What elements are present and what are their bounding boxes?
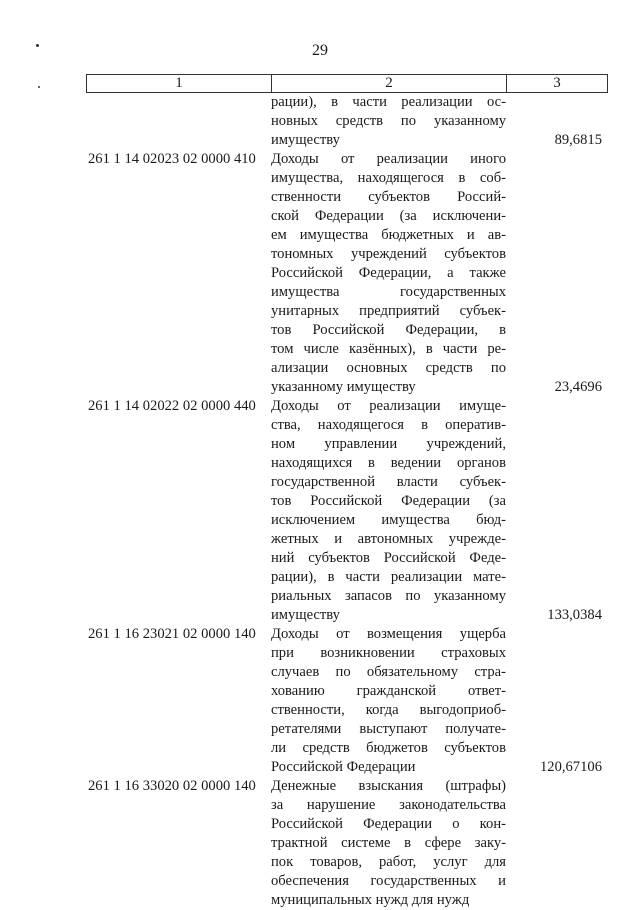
- amount-value: 133,0384: [547, 607, 602, 623]
- revenue-description: [271, 150, 506, 397]
- description-line: тов Российской Федерации, в: [271, 322, 506, 338]
- description-line: указанному имуществу: [271, 379, 416, 395]
- header-col-3: 3: [553, 75, 561, 91]
- description-line: Денежные взыскания (штрафы): [271, 778, 506, 794]
- description-line: имущества государственных: [271, 284, 506, 300]
- description-line: имущества, находящегося в соб-: [271, 170, 506, 186]
- description-line: трактной системе в сфере заку-: [271, 835, 506, 851]
- description-line: ства, находящегося в оператив-: [271, 417, 506, 433]
- description-line: ализации основных средств по: [271, 360, 506, 376]
- table-row: [86, 625, 608, 777]
- description-line: Доходы от возмещения ущерба: [271, 626, 506, 642]
- description-line: тономных учреждений субъектов: [271, 246, 506, 262]
- description-line: имуществу: [271, 132, 340, 148]
- revenue-code: [86, 93, 271, 150]
- page-number: 29: [312, 42, 328, 59]
- description-line: случаев по обязательному стра-: [271, 664, 506, 680]
- scan-speck: [38, 86, 40, 88]
- description-line: риальных запасов по указанному: [271, 588, 506, 604]
- description-line: жетных и автономных учрежде-: [271, 531, 506, 547]
- description-line: пок товаров, работ, услуг для: [271, 854, 506, 870]
- description-line: ли средств бюджетов субъектов: [271, 740, 506, 756]
- description-line: Российской Федерации, а также: [271, 265, 506, 281]
- revenue-code: 261 1 14 02022 02 0000 440: [88, 398, 256, 414]
- description-line: ской Федерации (за исключени-: [271, 208, 506, 224]
- description-line: Доходы от реализации иного: [271, 151, 506, 167]
- amount-value: 23,4696: [554, 379, 602, 395]
- amount-value: 120,67106: [539, 759, 602, 775]
- amount-cell: [506, 777, 608, 910]
- description-line: том числе казённых), в части ре-: [271, 341, 506, 357]
- description-line: государственной власти субъек-: [271, 474, 506, 490]
- description-line: при возникновении страховых: [271, 645, 506, 661]
- description-line: тов Российской Федерации (за: [271, 493, 506, 509]
- amount-value: 89,6815: [554, 132, 602, 148]
- description-line: Российской Федерации: [271, 759, 416, 775]
- revenue-description: [271, 777, 506, 910]
- description-line: ний субъектов Российской Феде-: [271, 550, 506, 566]
- amount-cell: [506, 625, 608, 777]
- table-row: [86, 777, 608, 910]
- description-line: Доходы от реализации имуще-: [271, 398, 506, 414]
- description-line: хованию гражданской ответ-: [271, 683, 506, 699]
- amount-cell: [506, 397, 608, 625]
- revenue-table-body: [86, 93, 608, 910]
- revenue-code: 261 1 16 23021 02 0000 140: [88, 626, 256, 642]
- revenue-description: [271, 625, 506, 777]
- table-header: [86, 74, 608, 93]
- description-line: рации), в части реализации мате-: [271, 569, 506, 585]
- description-line: ственности субъектов Россий-: [271, 189, 506, 205]
- header-col-1: 1: [87, 75, 272, 92]
- description-line: ем имущества бюджетных и ав-: [271, 227, 506, 243]
- description-line: находящихся в ведении органов: [271, 455, 506, 471]
- description-line: исключением имущества бюд-: [271, 512, 506, 528]
- revenue-code: 261 1 16 33020 02 0000 140: [88, 778, 256, 794]
- table-row: [86, 93, 608, 150]
- description-line: Российской Федерации о кон-: [271, 816, 506, 832]
- description-line: обеспечения государственных и: [271, 873, 506, 889]
- description-line: за нарушение законодательства: [271, 797, 506, 813]
- amount-cell: [506, 150, 608, 397]
- description-line: унитарных предприятий субъек-: [271, 303, 506, 319]
- amount-cell: [506, 93, 608, 150]
- description-line: рации), в части реализации ос-: [271, 94, 506, 110]
- description-line: ретателями выступают получате-: [271, 721, 506, 737]
- description-line: ственности, когда выгодоприоб-: [271, 702, 506, 718]
- revenue-description: [271, 397, 506, 625]
- description-line: ном управлении учреждений,: [271, 436, 506, 452]
- revenue-code: 261 1 14 02023 02 0000 410: [88, 151, 256, 167]
- revenue-description: [271, 93, 506, 150]
- description-line: имуществу: [271, 607, 340, 623]
- table-row: [86, 150, 608, 397]
- header-col-2: 2: [272, 75, 507, 92]
- description-line: новных средств по указанному: [271, 113, 506, 129]
- description-line: муниципальных нужд для нужд: [271, 892, 470, 908]
- table-row: [86, 397, 608, 625]
